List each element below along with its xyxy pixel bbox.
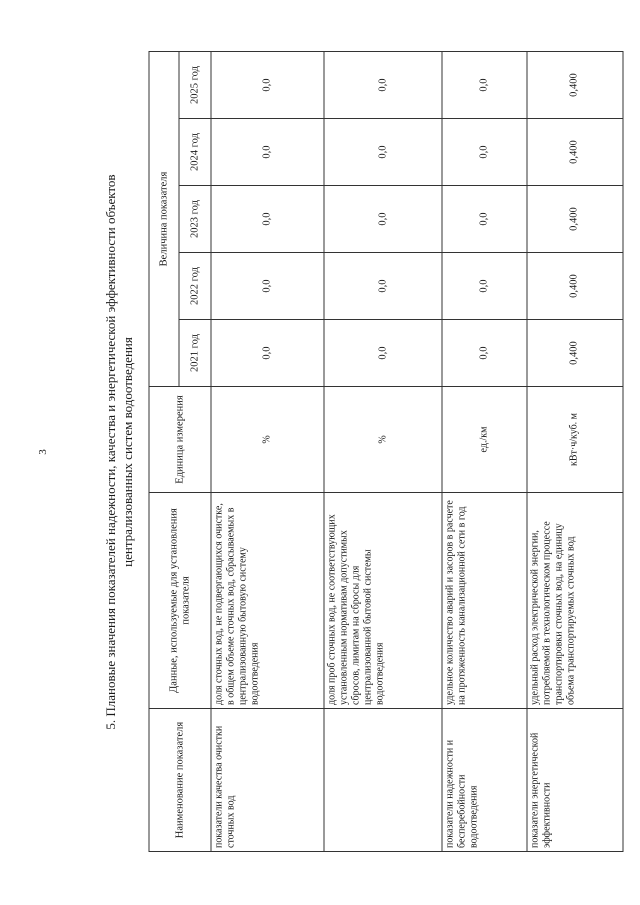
value-2025: 0,400 bbox=[527, 51, 623, 118]
value-2023: 0,0 bbox=[442, 186, 527, 253]
header-data-used: Данные, используемые для установления показателя bbox=[149, 493, 211, 709]
table-row bbox=[442, 51, 527, 851]
indicator-name: показатели надежности и бесперебойности водоотведения bbox=[442, 709, 527, 852]
heading-line-2: централизованных систем водоотведения bbox=[120, 337, 135, 567]
header-unit: Единица измерения bbox=[149, 387, 211, 493]
table-row bbox=[211, 51, 324, 851]
value-2021: 0,0 bbox=[211, 320, 324, 387]
header-year-2021: 2021 год bbox=[179, 320, 211, 387]
header-year-2022: 2022 год bbox=[179, 253, 211, 320]
value-2024: 0,400 bbox=[527, 119, 623, 186]
value-2022: 0,400 bbox=[527, 253, 623, 320]
indicator-unit: кВт·ч/куб. м bbox=[527, 387, 623, 493]
table-row bbox=[527, 51, 623, 851]
indicator-unit: % bbox=[211, 387, 324, 493]
indicator-name: показатели энергетической эффективности bbox=[527, 709, 623, 852]
header-year-2025: 2025 год bbox=[179, 51, 211, 118]
indicators-table-container bbox=[149, 52, 624, 852]
table-row bbox=[324, 51, 442, 851]
indicator-data: доля сточных вод, не подвергающихся очистке, в общем объеме сточных вод, сбрасываемых в централизованную бытовую систему водоотведения bbox=[211, 493, 324, 709]
value-2022: 0,0 bbox=[211, 253, 324, 320]
heading-line-1: 5. Плановые значения показателей надежности, качества и энергетической эффективности объектов bbox=[103, 174, 118, 730]
indicator-name: показатели качества очистки сточных вод bbox=[211, 709, 324, 852]
value-2025: 0,0 bbox=[211, 51, 324, 118]
indicator-unit: % bbox=[324, 387, 442, 493]
indicators-table bbox=[149, 51, 624, 852]
value-2023: 0,0 bbox=[211, 186, 324, 253]
value-2021: 0,0 bbox=[324, 320, 442, 387]
value-2022: 0,0 bbox=[324, 253, 442, 320]
header-year-2024: 2024 год bbox=[179, 119, 211, 186]
header-values-group: Величина показателя bbox=[149, 51, 179, 386]
document-heading bbox=[102, 122, 136, 782]
value-2021: 0,0 bbox=[442, 320, 527, 387]
value-2023: 0,0 bbox=[324, 186, 442, 253]
value-2021: 0,400 bbox=[527, 320, 623, 387]
indicator-data: удельный расход электрической энергии, потребляемой в технологическом процессе транспортировки сточных вод, на единицу объема транспортируемых сточных вод bbox=[527, 493, 623, 709]
value-2023: 0,400 bbox=[527, 186, 623, 253]
indicator-unit: ед./км bbox=[442, 387, 527, 493]
value-2024: 0,0 bbox=[442, 119, 527, 186]
indicator-data: удельное количество аварий и засоров в расчете на протяженность канализационной сети в год bbox=[442, 493, 527, 709]
indicator-data: доля проб сточных вод, не соответствующих установленным нормативам допустимых сбросов, лимитам на сбросы для централизованной бытовой системы водоотведения bbox=[324, 493, 442, 709]
header-indicator-name: Наименование показателя bbox=[149, 709, 211, 852]
value-2024: 0,0 bbox=[211, 119, 324, 186]
value-2025: 0,0 bbox=[324, 51, 442, 118]
header-year-2023: 2023 год bbox=[179, 186, 211, 253]
value-2024: 0,0 bbox=[324, 119, 442, 186]
indicator-name bbox=[324, 709, 442, 852]
value-2022: 0,0 bbox=[442, 253, 527, 320]
page-number: 3 bbox=[37, 449, 49, 455]
value-2025: 0,0 bbox=[442, 51, 527, 118]
